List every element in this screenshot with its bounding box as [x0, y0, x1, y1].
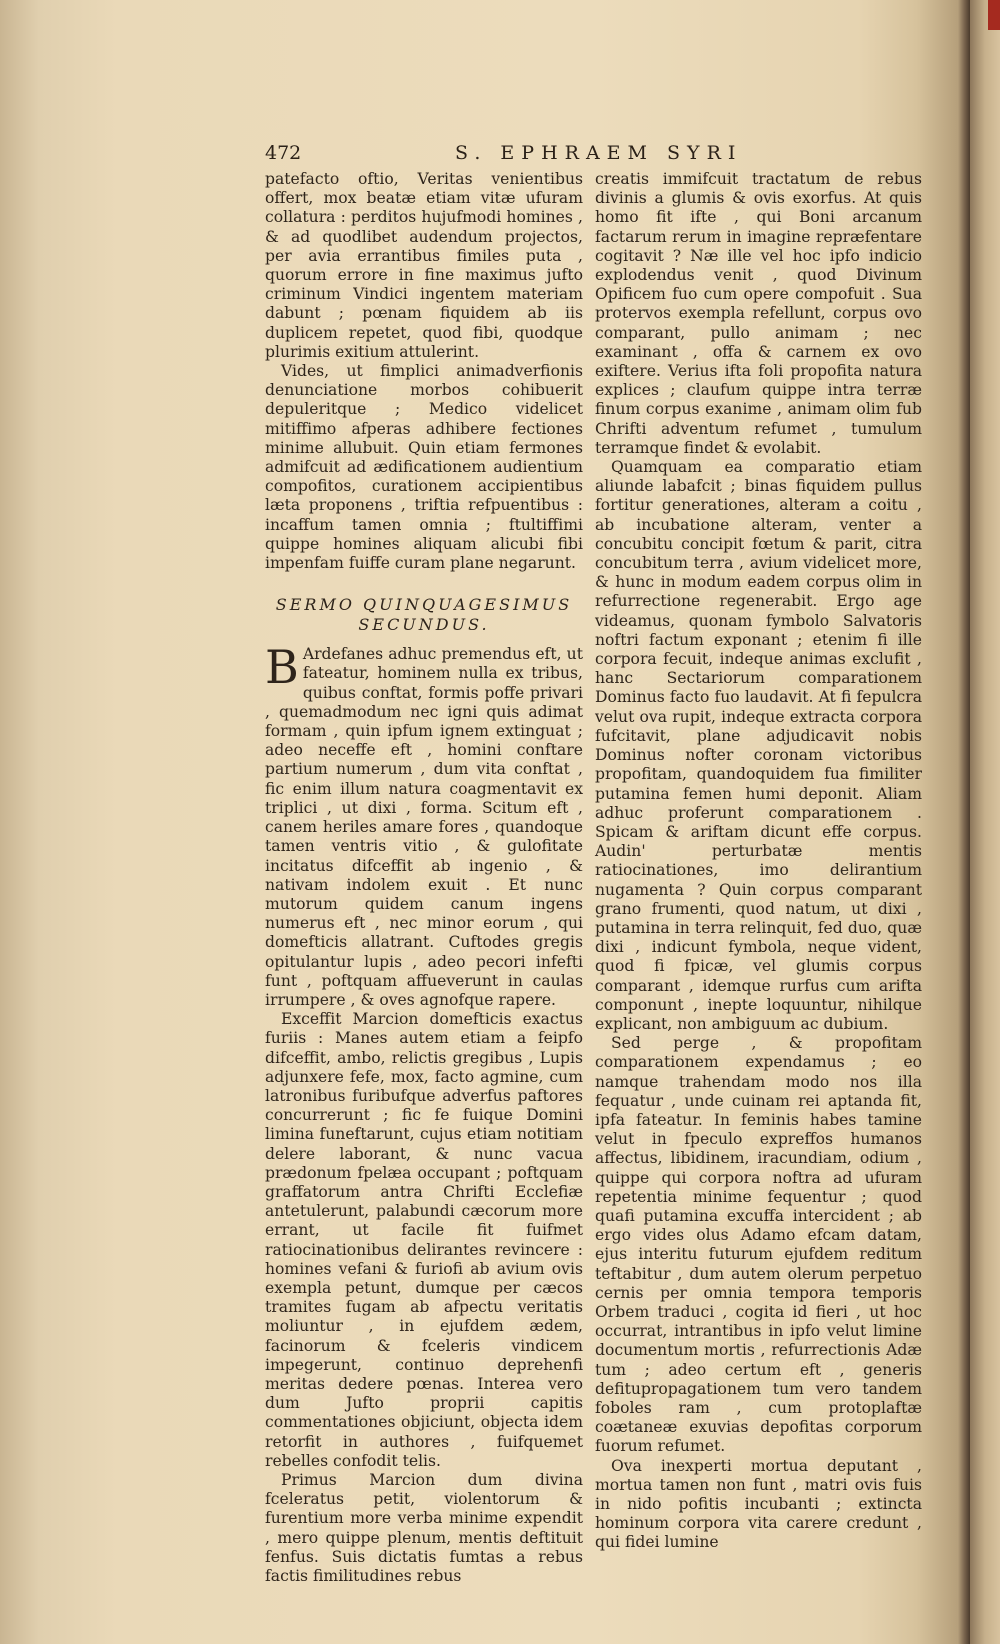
left-column — [265, 170, 583, 1586]
left-paragraph-2: Vides, ut fimplici animadverfionis denunciatione morbos cohibuerit depuleritque ; Medico videlicet mitiffimo afperas adhibere fectiones minime allubuit. Quin etiam fermones admifcuit ad ædificationem audientium compofitos, curationem accipientibus læta proponens , triftia refpuentibus : incaffum tamen omnia ; ftultiffimi quippe homines aliquam alicubi fibi impenfam fuiffe curam plane negarunt. — [265, 362, 583, 573]
sermo-heading — [265, 595, 583, 635]
page-number: 472 — [265, 142, 302, 164]
running-title: S. EPHRAEM SYRI — [455, 142, 743, 164]
right-paragraph-4: Ova inexperti mortua deputant , mortua tamen non funt , matri ovis fuis in nido pofitis incubanti ; extincta hominum corpora vita carere credunt , qui fidei lumine — [595, 1456, 922, 1552]
sermo-paragraph-1 — [265, 640, 583, 1010]
sermo-heading-line1: SERMO QUINQUAGESIMUS — [275, 595, 573, 615]
right-column — [595, 170, 922, 1553]
sermo-heading-line2: SECUNDUS. — [358, 615, 490, 635]
red-page-marker — [988, 0, 1000, 30]
right-paragraph-1: creatis immifcuit tractatum de rebus divinis a glumis & ovis exorfus. At quis homo fit ifte , qui Boni arcanum factarum rerum in imagine repræfentare cogitavit ? Næ ille vel hoc ipfo indicio explodendus venit , quod Divinum Opificem fuo cum opere compofuit . Sua protervos exempla refellunt, corpus ovo comparant, pullo animam ; nec examinant , offa & carnem ex ovo exiftere. Verius ifta foli propofita natura explices ; claufum quippe intra terræ finum corpus exanime , animam olim fub Chrifti adventum refumet , tumulum terramque findet & evolabit. — [595, 170, 922, 457]
drop-cap: B — [265, 640, 299, 695]
right-paragraph-3: Sed perge , & propofitam comparationem expendamus ; eo namque trahendam modo nos illa fequatur , unde cuinam rei aptanda fit, ipfa fateatur. In feminis habes tamine velut in fpeculo expreffos humanos affectus, libidinem, iracundiam, odium , quippe qui corpora noftra ad ufuram repetentia minime fequentur ; quod quafi putamina excuffa intercident ; ab ergo vides olus Adamo efcam datam, ejus interitu futurum ejufdem reditum teftabitur , dum autem olerum perpetuo cernis per omnia tempora temporis Orbem traduci , cogita id fieri , ut hoc occurrat, intrantibus in ipfo velut limine documentum mortis , refurrectionis Adæ tum ; adeo certum eft , generis defitupropagationem tum vero tandem foboles ram , cum protoplaftæ coætaneæ exuvias depofitas corporum fuorum refumet. — [595, 1034, 922, 1456]
facing-page-edge — [970, 0, 1000, 1644]
running-header — [265, 142, 965, 168]
sermo-paragraph-3: Primus Marcion dum divina fceleratus petit, violentorum & furentium more verba minime expendit , mero quippe plenum, mentis deftituit fenfus. Suis dictatis fumtas a rebus factis fimilitudines rebus — [265, 1471, 583, 1586]
left-paragraph-1: patefacto oftio, Veritas venientibus offert, mox beatæ etiam vitæ ufuram collatura : perditos hujufmodi homines , & ad quodlibet audendum projectos, per avia errantibus fimiles puta , quorum errore in fine maximus jufto criminum Vindici ingentem materiam dabunt ; pœnam fiquidem ab iis duplicem repetet, quod fibi, quodque plurimis exitium attulerint. — [265, 170, 583, 361]
sermo-paragraph-1-text: Ardefanes adhuc premendus eft, ut fateatur, hominem nulla ex tribus, quibus conftat, formis poffe privari , quemadmodum nec igni quis adimat formam , quin ipfum ignem extinguat ; adeo neceffe eft , homini conftare partium numerum , dum vita conftat , fic enim illum natura coagmentavit ex triplici , ut dixi , forma. Scitum eft , canem heriles amare fores , quandoque tamen ventris vitio , & gulofitate incitatus difceffit ab ingenio , & nativam indolem exuit . Et nunc mutorum quidem canum ingens numerus eft , nec minor eorum , qui domefticis allatrant. Cuftodes gregis opitulantur lupis , adeo pecori infefti funt , poftquam affueverunt in caulas irrumpere , & oves agnofque rapere. — [265, 645, 583, 1009]
book-gutter — [958, 0, 970, 1644]
sermo-paragraph-2: Exceffit Marcion domefticis exactus furiis : Manes autem etiam a feipfo difceffit, ambo, relictis gregibus , Lupis adjunxere fefe, mox, facto agmine, cum latronibus furibufque adverfus paftores concurrerunt ; fic fe fuique Domini limina funeftarunt, cujus etiam notitiam delere laborant, & nunc vacua prædonum fpelæa occupant ; poftquam graffatorum antra Chrifti Ecclefiæ antetulerunt, palabundi cæcorum more errant, ut facile fit fuifmet ratiocinationibus delirantes revincere : homines vefani & furiofi ab avium ovis exempla petunt, dumque per cæcos tramites fugam ab afpectu veritatis moliuntur , in ejufdem ædem, facinorum & fceleris vindicem impegerunt, continuo deprehenfi meritas dedere pœnas. Interea vero dum Jufto proprii capitis commentationes objiciunt, objecta idem retorfit in authores , fuifquemet rebelles confodit telis. — [265, 1010, 583, 1470]
right-paragraph-2: Quamquam ea comparatio etiam aliunde labafcit ; binas fiquidem pullus fortitur generationes, alteram a coitu , ab incubatione alteram, venter a concubitu concipit fœtum & parit, citra concubitum terra , avium videlicet more, & hunc in modum eadem corpus olim in refurrectione regenerabit. Ergo age videamus, quonam fymbolo Salvatoris noftri factum exponant ; etenim fi ille corpora fecuit, indeque animas exclufit , hanc Sectariorum comparationem Dominus facto fuo laudavit. At fi fepulcra velut ova rupit, indeque extracta corpora fufcitavit, plane adjudicavit nobis Dominus nofter coronam victoribus propofitam, quandoquidem fua fimiliter putamina femen humi deponit. Aliam adhuc proferunt comparationem . Spicam & ariftam dicunt effe corpus. Audin' perturbatæ mentis ratiocinationes, imo delirantium nugamenta ? Quin corpus comparant grano frumenti, quod natum, ut dixi , putamina in terra relinquit, fed duo, quæ dixi , indicunt fymbola, neque vident, quod fi fpicæ, vel glumis corpus comparant , idemque rurfus cum arifta componunt , inepte loquuntur, nihilque explicant, non ambiguum ac dubium. — [595, 458, 922, 1033]
